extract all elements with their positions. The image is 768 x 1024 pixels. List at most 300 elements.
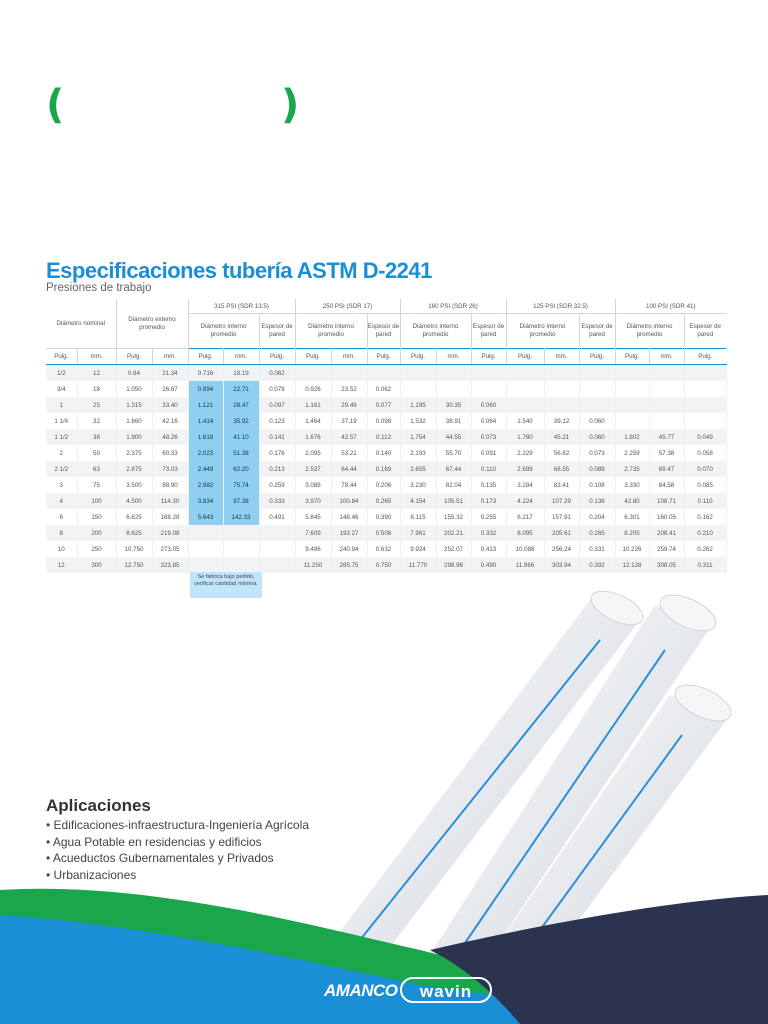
table-cell <box>506 397 544 413</box>
table-row <box>46 445 726 461</box>
table-cell: 8.205 <box>615 525 649 541</box>
col-espesor: Espesor de pared <box>259 314 295 349</box>
table-cell <box>223 557 259 573</box>
table-cell: 2.699 <box>506 461 544 477</box>
table-cell: 0.098 <box>367 413 400 429</box>
table-cell: 6.217 <box>506 509 544 525</box>
table-cell: 0.064 <box>471 413 506 429</box>
table-cell: 1 <box>46 397 77 413</box>
page-title: Especificaciones tubería ASTM D-2241 <box>46 258 432 283</box>
table-cell: 82.04 <box>436 477 471 493</box>
table-cell <box>367 365 400 382</box>
table-cell: 148.46 <box>331 509 367 525</box>
table-cell: 114.30 <box>152 493 188 509</box>
table-cell: 22.71 <box>223 381 259 397</box>
table-cell: 200 <box>77 525 116 541</box>
table-cell: 69.47 <box>649 461 684 477</box>
table-cell: 1.532 <box>400 413 436 429</box>
table-cell: 298.96 <box>436 557 471 573</box>
table-cell: 25 <box>77 397 116 413</box>
table-cell: 2.375 <box>116 445 152 461</box>
spec-table-body <box>46 365 726 574</box>
col-nominal: Diámetro nominal <box>46 299 116 349</box>
table-cell: 56.62 <box>544 445 579 461</box>
table-cell: 168.28 <box>152 509 188 525</box>
table-cell: 1.315 <box>116 397 152 413</box>
group-header: 250 PSI (SDR 17) <box>295 299 400 314</box>
table-cell: 57.38 <box>649 445 684 461</box>
table-cell: 55.70 <box>436 445 471 461</box>
table-cell <box>615 381 649 397</box>
list-item: • Acueductos Gubernamentales y Privados <box>46 851 309 868</box>
table-cell: 160.05 <box>649 509 684 525</box>
table-cell: 38.91 <box>436 413 471 429</box>
unit-header: Pulg. <box>259 349 295 365</box>
table-cell: 33.40 <box>152 397 188 413</box>
table-cell: 0.141 <box>259 429 295 445</box>
table-cell <box>649 397 684 413</box>
table-cell <box>223 541 259 557</box>
table-cell: 6.115 <box>400 509 436 525</box>
table-cell: 0.110 <box>471 461 506 477</box>
table-row <box>46 477 726 493</box>
table-cell: 75.74 <box>223 477 259 493</box>
table-cell: 2.655 <box>400 461 436 477</box>
table-cell: 0.162 <box>684 509 726 525</box>
unit-header: Pulg. <box>188 349 223 365</box>
group-header: 160 PSI (SDR 26) <box>400 299 506 314</box>
table-cell: 1.540 <box>506 413 544 429</box>
col-interno: Diámetro interno promedio <box>295 314 367 349</box>
table-cell <box>615 365 649 382</box>
table-cell: 0.062 <box>367 381 400 397</box>
table-cell: 6 <box>46 509 77 525</box>
table-cell: 0.091 <box>471 445 506 461</box>
table-cell <box>188 557 223 573</box>
table-cell: 0.085 <box>684 477 726 493</box>
table-cell: 29.49 <box>331 397 367 413</box>
table-cell: 6.625 <box>116 509 152 525</box>
table-cell: 7.961 <box>400 525 436 541</box>
units-row <box>46 349 726 365</box>
table-cell: 1.050 <box>116 381 152 397</box>
table-cell: 0.259 <box>259 477 295 493</box>
table-cell: 1 1/2 <box>46 429 77 445</box>
table-cell: 8 <box>46 525 77 541</box>
table-cell <box>684 381 726 397</box>
table-cell: 11.250 <box>295 557 331 573</box>
unit-header: Pulg. <box>471 349 506 365</box>
table-cell: 3.970 <box>295 493 331 509</box>
table-cell: 0.311 <box>684 557 726 573</box>
table-cell <box>649 365 684 382</box>
table-cell: 0.331 <box>579 541 615 557</box>
table-cell: 97.38 <box>223 493 259 509</box>
table-cell: 2.735 <box>615 461 649 477</box>
table-cell: 2.537 <box>295 461 331 477</box>
table-cell: 208.41 <box>649 525 684 541</box>
table-cell <box>684 365 726 382</box>
list-item: • Edificaciones-infraestructura-Ingeniería Agrícola <box>46 818 309 835</box>
table-cell: 11.966 <box>506 557 544 573</box>
table-cell: 0.140 <box>367 445 400 461</box>
table-cell: 157.91 <box>544 509 579 525</box>
table-cell: 252.07 <box>436 541 471 557</box>
table-cell: 0.206 <box>367 477 400 493</box>
col-espesor: Espesor de pared <box>367 314 400 349</box>
table-cell: 0.176 <box>259 445 295 461</box>
table-cell: 75 <box>77 477 116 493</box>
table-cell: 205.61 <box>544 525 579 541</box>
paren-close: ) <box>281 82 300 128</box>
unit-header: Pulg. <box>295 349 331 365</box>
table-cell <box>506 365 544 382</box>
table-cell: 42.80 <box>615 493 649 509</box>
table-cell: 2.449 <box>188 461 223 477</box>
table-cell: 0.213 <box>259 461 295 477</box>
table-cell: 100 <box>77 493 116 509</box>
table-cell: 1 1/4 <box>46 413 77 429</box>
table-cell: 0.110 <box>684 493 726 509</box>
table-cell: 285.75 <box>331 557 367 573</box>
table-cell: 3.330 <box>615 477 649 493</box>
table-cell: 0.265 <box>579 525 615 541</box>
page-subtitle: Presiones de trabajo <box>46 282 152 294</box>
table-cell: 193.27 <box>331 525 367 541</box>
table-cell: 3/4 <box>46 381 77 397</box>
table-cell: 150 <box>77 509 116 525</box>
table-cell: 9.924 <box>400 541 436 557</box>
table-cell: 88.90 <box>152 477 188 493</box>
table-cell: 0.135 <box>471 477 506 493</box>
table-row <box>46 413 726 429</box>
table-cell: 0.491 <box>259 509 295 525</box>
table-cell: 45.77 <box>649 429 684 445</box>
group-header: 315 PSI (SDR 13.5) <box>188 299 295 314</box>
table-cell: 28.47 <box>223 397 259 413</box>
table-cell: 0.265 <box>367 493 400 509</box>
unit-header: Pulg. <box>579 349 615 365</box>
amanco-logo: AMANCO <box>324 981 398 1000</box>
table-cell: 68.55 <box>544 461 579 477</box>
table-cell: 0.255 <box>471 509 506 525</box>
unit-header: mm. <box>77 349 116 365</box>
table-cell: 1.802 <box>615 429 649 445</box>
unit-header: mm. <box>436 349 471 365</box>
table-cell: 2 <box>46 445 77 461</box>
table-cell: 5.845 <box>295 509 331 525</box>
table-cell: 0.077 <box>367 397 400 413</box>
table-cell: 240.94 <box>331 541 367 557</box>
table-cell: 23.52 <box>331 381 367 397</box>
table-cell: 0.508 <box>367 525 400 541</box>
unit-header: mm. <box>331 349 367 365</box>
wavin-logo: wavin <box>400 977 492 1003</box>
table-cell: 303.94 <box>544 557 579 573</box>
table-cell <box>506 381 544 397</box>
list-item: • Agua Potable en residencias y edificios <box>46 835 309 852</box>
table-cell: 0.049 <box>684 429 726 445</box>
table-cell: 3 <box>46 477 77 493</box>
unit-header: Pulg. <box>46 349 77 365</box>
table-cell: 2.259 <box>615 445 649 461</box>
table-cell: 11.770 <box>400 557 436 573</box>
table-cell <box>436 365 471 382</box>
table-cell <box>544 381 579 397</box>
table-cell: 0.750 <box>367 557 400 573</box>
table-cell <box>400 381 436 397</box>
table-cell: 308.05 <box>649 557 684 573</box>
table-cell: 0.060 <box>471 397 506 413</box>
table-cell: 250 <box>77 541 116 557</box>
table-cell: 273.05 <box>152 541 188 557</box>
table-cell <box>615 413 649 429</box>
table-row <box>46 381 726 397</box>
table-cell: 53.21 <box>331 445 367 461</box>
table-cell: 3.230 <box>400 477 436 493</box>
table-cell: 1.414 <box>188 413 223 429</box>
table-cell: 0.84 <box>116 365 152 382</box>
table-cell: 44.55 <box>436 429 471 445</box>
table-cell: 1.464 <box>295 413 331 429</box>
table-cell: 18.19 <box>223 365 259 382</box>
unit-header: mm. <box>649 349 684 365</box>
table-cell: 0.112 <box>367 429 400 445</box>
table-cell: 256.24 <box>544 541 579 557</box>
unit-header: Pulg. <box>367 349 400 365</box>
table-cell: 4.154 <box>400 493 436 509</box>
table-cell: 83.41 <box>544 477 579 493</box>
table-cell: 12 <box>77 365 116 382</box>
table-cell: 0.333 <box>259 493 295 509</box>
table-cell: 0.390 <box>367 509 400 525</box>
unit-header: mm. <box>544 349 579 365</box>
table-cell: 105.51 <box>436 493 471 509</box>
table-cell: 202.21 <box>436 525 471 541</box>
table-cell: 3.834 <box>188 493 223 509</box>
table-cell: 1.195 <box>400 397 436 413</box>
table-cell: 108.71 <box>649 493 684 509</box>
table-cell: 0.632 <box>367 541 400 557</box>
table-cell: 10.750 <box>116 541 152 557</box>
table-cell: 0.138 <box>579 493 615 509</box>
table-cell: 12.750 <box>116 557 152 573</box>
table-cell: 45.21 <box>544 429 579 445</box>
table-cell: 18 <box>77 381 116 397</box>
table-cell <box>544 397 579 413</box>
table-cell: 2.982 <box>188 477 223 493</box>
table-cell: 48.26 <box>152 429 188 445</box>
table-cell: 10.226 <box>615 541 649 557</box>
unit-header: Pulg. <box>506 349 544 365</box>
table-cell: 0.262 <box>684 541 726 557</box>
table-cell <box>223 525 259 541</box>
table-cell <box>684 413 726 429</box>
table-cell: 0.108 <box>579 477 615 493</box>
col-espesor: Espesor de pared <box>471 314 506 349</box>
group-header: 100 PSI (SDR 41) <box>615 299 726 314</box>
table-cell: 67.44 <box>436 461 471 477</box>
table-cell: 2.023 <box>188 445 223 461</box>
table-cell: 32 <box>77 413 116 429</box>
table-row <box>46 509 726 525</box>
unit-header: mm. <box>152 349 188 365</box>
table-row <box>46 557 726 573</box>
table-row <box>46 525 726 541</box>
table-cell: 38 <box>77 429 116 445</box>
table-cell: 300 <box>77 557 116 573</box>
table-cell: 10 <box>46 541 77 557</box>
table-cell: 2.193 <box>400 445 436 461</box>
table-cell: 0.097 <box>259 397 295 413</box>
table-cell: 3.284 <box>506 477 544 493</box>
col-espesor: Espesor de pared <box>579 314 615 349</box>
table-cell <box>471 381 506 397</box>
table-cell: 0.060 <box>579 429 615 445</box>
table-cell: 3.088 <box>295 477 331 493</box>
table-cell: 30.35 <box>436 397 471 413</box>
table-cell: 5.643 <box>188 509 223 525</box>
table-cell <box>579 365 615 382</box>
table-cell <box>579 381 615 397</box>
col-externo: Diámetro externo promedio <box>116 299 188 349</box>
table-cell: 0.078 <box>259 381 295 397</box>
table-cell: 155.32 <box>436 509 471 525</box>
table-cell <box>649 413 684 429</box>
table-cell <box>259 557 295 573</box>
table-cell: 39.12 <box>544 413 579 429</box>
table-cell: 62.20 <box>223 461 259 477</box>
table-cell: 78.44 <box>331 477 367 493</box>
table-cell <box>579 397 615 413</box>
paren-open: ( <box>46 82 65 128</box>
table-cell: 1.660 <box>116 413 152 429</box>
table-cell: 0.088 <box>579 461 615 477</box>
table-cell <box>188 525 223 541</box>
table-note: Se fabrica bajo pedido, verificar cantidad mínima. <box>190 572 262 598</box>
table-cell: 323.85 <box>152 557 188 573</box>
table-cell: 1/2 <box>46 365 77 382</box>
table-row <box>46 397 726 413</box>
table-cell: 12.128 <box>615 557 649 573</box>
table-cell: 0.060 <box>579 413 615 429</box>
table-cell <box>615 397 649 413</box>
table-cell: 0.123 <box>259 413 295 429</box>
table-cell: 37.19 <box>331 413 367 429</box>
table-cell: 51.38 <box>223 445 259 461</box>
table-cell: 12 <box>46 557 77 573</box>
table-cell: 259.74 <box>649 541 684 557</box>
table-cell: 1.676 <box>295 429 331 445</box>
applications-list <box>46 818 309 884</box>
table-cell: 0.210 <box>684 525 726 541</box>
table-cell <box>259 541 295 557</box>
table-cell: 8.625 <box>116 525 152 541</box>
table-cell <box>684 397 726 413</box>
table-row <box>46 541 726 557</box>
table-cell <box>649 381 684 397</box>
table-cell <box>436 381 471 397</box>
table-cell: 0.058 <box>684 445 726 461</box>
table-cell <box>400 365 436 382</box>
table-cell: 0.413 <box>471 541 506 557</box>
table-cell: 3.500 <box>116 477 152 493</box>
table-cell: 0.062 <box>259 365 295 382</box>
table-cell <box>331 365 367 382</box>
table-cell <box>259 525 295 541</box>
table-cell: 0.169 <box>367 461 400 477</box>
table-cell: 1.618 <box>188 429 223 445</box>
table-cell: 1.121 <box>188 397 223 413</box>
table-cell: 142.33 <box>223 509 259 525</box>
table-row <box>46 493 726 509</box>
table-cell: 35.92 <box>223 413 259 429</box>
col-interno: Diámetro interno promedio <box>506 314 579 349</box>
unit-header: mm. <box>223 349 259 365</box>
unit-header: Pulg. <box>116 349 152 365</box>
table-cell: 42.57 <box>331 429 367 445</box>
table-cell: 1.900 <box>116 429 152 445</box>
table-cell <box>471 365 506 382</box>
unit-header: Pulg. <box>615 349 649 365</box>
table-cell: 1.754 <box>400 429 436 445</box>
table-cell: 1.161 <box>295 397 331 413</box>
unit-header: Pulg. <box>400 349 436 365</box>
table-cell: 4.500 <box>116 493 152 509</box>
table-cell: 0.392 <box>579 557 615 573</box>
table-cell: 41.10 <box>223 429 259 445</box>
table-cell: 8.095 <box>506 525 544 541</box>
table-cell: 73.03 <box>152 461 188 477</box>
table-row <box>46 461 726 477</box>
table-cell: 4.224 <box>506 493 544 509</box>
table-cell: 219.08 <box>152 525 188 541</box>
table-cell: 10.088 <box>506 541 544 557</box>
col-interno: Diámetro interno promedio <box>400 314 471 349</box>
list-item: • Urbanizaciones <box>46 868 309 885</box>
table-cell <box>295 365 331 382</box>
applications-title: Aplicaciones <box>46 796 151 815</box>
table-cell: 100.84 <box>331 493 367 509</box>
table-cell: 26.67 <box>152 381 188 397</box>
table-cell: 64.44 <box>331 461 367 477</box>
group-header: 125 PSI (SDR 32.5) <box>506 299 615 314</box>
table-cell: 42.16 <box>152 413 188 429</box>
table-cell: 107.29 <box>544 493 579 509</box>
col-espesor: Espesor de pared <box>689 323 721 338</box>
table-cell: 0.173 <box>471 493 506 509</box>
table-cell: 2.095 <box>295 445 331 461</box>
table-cell: 0.490 <box>471 557 506 573</box>
table-cell: 7.609 <box>295 525 331 541</box>
table-cell <box>188 541 223 557</box>
table-cell: 2 1/2 <box>46 461 77 477</box>
table-cell <box>544 365 579 382</box>
table-cell: 0.204 <box>579 509 615 525</box>
table-cell: 21.34 <box>152 365 188 382</box>
table-cell: 0.070 <box>684 461 726 477</box>
table-cell: 6.301 <box>615 509 649 525</box>
table-cell: 0.716 <box>188 365 223 382</box>
table-cell: 0.073 <box>579 445 615 461</box>
col-interno: Diámetro interno promedio <box>615 314 684 349</box>
table-row <box>46 429 726 445</box>
table-cell: 60.33 <box>152 445 188 461</box>
table-cell: 84.58 <box>649 477 684 493</box>
table-cell: 4 <box>46 493 77 509</box>
table-cell: 9.486 <box>295 541 331 557</box>
col-interno: Diámetro interno promedio <box>188 314 259 349</box>
